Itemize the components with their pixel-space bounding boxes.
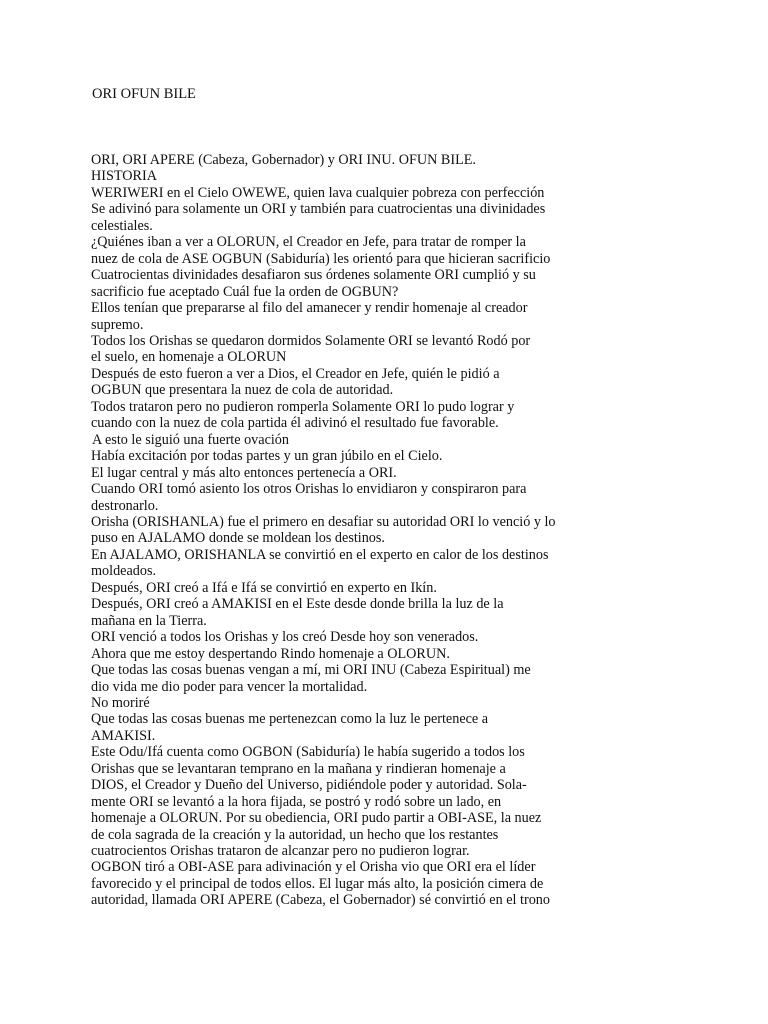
text-line: Había excitación por todas partes y un gran júbilo en el Cielo.: [91, 448, 443, 465]
text-line: puso en AJALAMO donde se moldean los destinos.: [91, 530, 385, 547]
text-line: de cola sagrada de la creación y la autoridad, un hecho que los restantes: [91, 826, 499, 843]
text-line: ORI, ORI APERE (Cabeza, Gobernador) y ORI INU. OFUN BILE.: [91, 152, 476, 168]
text-line: Después, ORI creó a Ifá e Ifá se convirtió en experto en Ikín.: [91, 579, 437, 596]
document-body: [91, 152, 611, 909]
text-line: mañana en la Tierra.: [91, 612, 207, 629]
text-line: Que todas las cosas buenas vengan a mí, mi ORI INU (Cabeza Espiritual) me: [91, 662, 531, 679]
text-line: Después, ORI creó a AMAKISI en el Este desde donde brilla la luz de la: [91, 596, 504, 613]
text-line: Cuatrocientas divinidades desafiaron sus órdenes solamente ORI cumplió y su: [91, 267, 536, 284]
text-line: supremo.: [91, 316, 144, 333]
text-line: ¿Quiénes iban a ver a OLORUN, el Creador en Jefe, para tratar de romper la: [91, 234, 526, 251]
text-line: Todos los Orishas se quedaron dormidos Solamente ORI se levantó Rodó por: [91, 332, 531, 349]
text-line: sacrificio fue aceptado Cuál fue la orden de OGBUN?: [91, 283, 399, 300]
text-line: celestiales.: [91, 217, 153, 234]
text-line: el suelo, en homenaje a OLORUN: [91, 349, 287, 366]
text-line: Ahora que me estoy despertando Rindo homenaje a OLORUN.: [91, 645, 450, 662]
text-line: autoridad, llamada ORI APERE (Cabeza, el Gobernador) sé convirtió en el trono: [91, 892, 550, 909]
text-line: Orishas que se levantaran temprano en la mañana y rindieran homenaje a: [91, 760, 506, 777]
text-line: Todos trataron pero no pudieron romperla Solamente ORI lo pudo lograr y: [91, 398, 515, 415]
text-line: HISTORIA: [91, 168, 157, 185]
text-line: OGBON tiró a OBI-ASE para adivinación y el Orisha vio que ORI era el líder: [91, 859, 536, 876]
text-line: Cuando ORI tomó asiento los otros Orishas lo envidiaron y conspiraron para: [91, 481, 527, 498]
text-line: Que todas las cosas buenas me pertenezcan como la luz le pertenece a: [91, 711, 489, 728]
text-line: mente ORI se levantó a la hora fijada, se postró y rodó sobre un lado, en: [91, 793, 502, 810]
text-line: homenaje a OLORUN. Por su obediencia, ORI pudo partir a OBI-ASE, la nuez: [91, 810, 542, 827]
text-line: Se adivinó para solamente un ORI y también para cuatrocientas una divinidades: [91, 201, 546, 218]
text-line: Orisha (ORISHANLA) fue el primero en desafiar su autoridad ORI lo venció y lo: [91, 513, 556, 530]
text-line: DIOS, el Creador y Dueño del Universo, pidiéndole poder y autoridad. Sola-: [91, 777, 527, 794]
text-line: A esto le siguió una fuerte ovación: [92, 431, 289, 448]
text-line: favorecido y el principal de todos ellos. El lugar más alto, la posición cimera de: [91, 875, 544, 892]
text-line: cuando con la nuez de cola partida él adivinó el resultado fue favorable.: [91, 415, 499, 432]
text-line: OGBUN que presentara la nuez de cola de autoridad.: [91, 382, 394, 399]
text-line: cuatrocientos Orishas trataron de alcanzar pero no pudieron lograr.: [91, 843, 470, 860]
document-title: ORI OFUN BILE: [92, 86, 196, 102]
text-line: No moriré: [91, 694, 150, 711]
text-line: dio vida me dio poder para vencer la mortalidad.: [91, 678, 368, 695]
text-line: nuez de cola de ASE OGBUN (Sabiduría) les orientó para que hicieran sacrificio: [91, 250, 551, 267]
text-line: En AJALAMO, ORISHANLA se convirtió en el experto en calor de los destinos: [91, 546, 549, 563]
text-line: destronarlo.: [91, 497, 159, 514]
text-line: Ellos tenían que prepararse al filo del amanecer y rendir homenaje al creador: [91, 300, 528, 317]
text-line: El lugar central y más alto entonces pertenecía a ORI.: [91, 464, 397, 481]
text-line: Este Odu/Ifá cuenta como OGBON (Sabiduría) le había sugerido a todos los: [91, 744, 525, 761]
text-line: moldeados.: [91, 563, 157, 580]
text-line: AMAKISI.: [91, 727, 156, 744]
text-line: Después de esto fueron a ver a Dios, el Creador en Jefe, quién le pidió a: [91, 365, 500, 382]
text-line: ORI venció a todos los Orishas y los creó Desde hoy son venerados.: [91, 629, 479, 646]
text-line: WERIWERI en el Cielo OWEWE, quien lava cualquier pobreza con perfección: [91, 184, 545, 201]
